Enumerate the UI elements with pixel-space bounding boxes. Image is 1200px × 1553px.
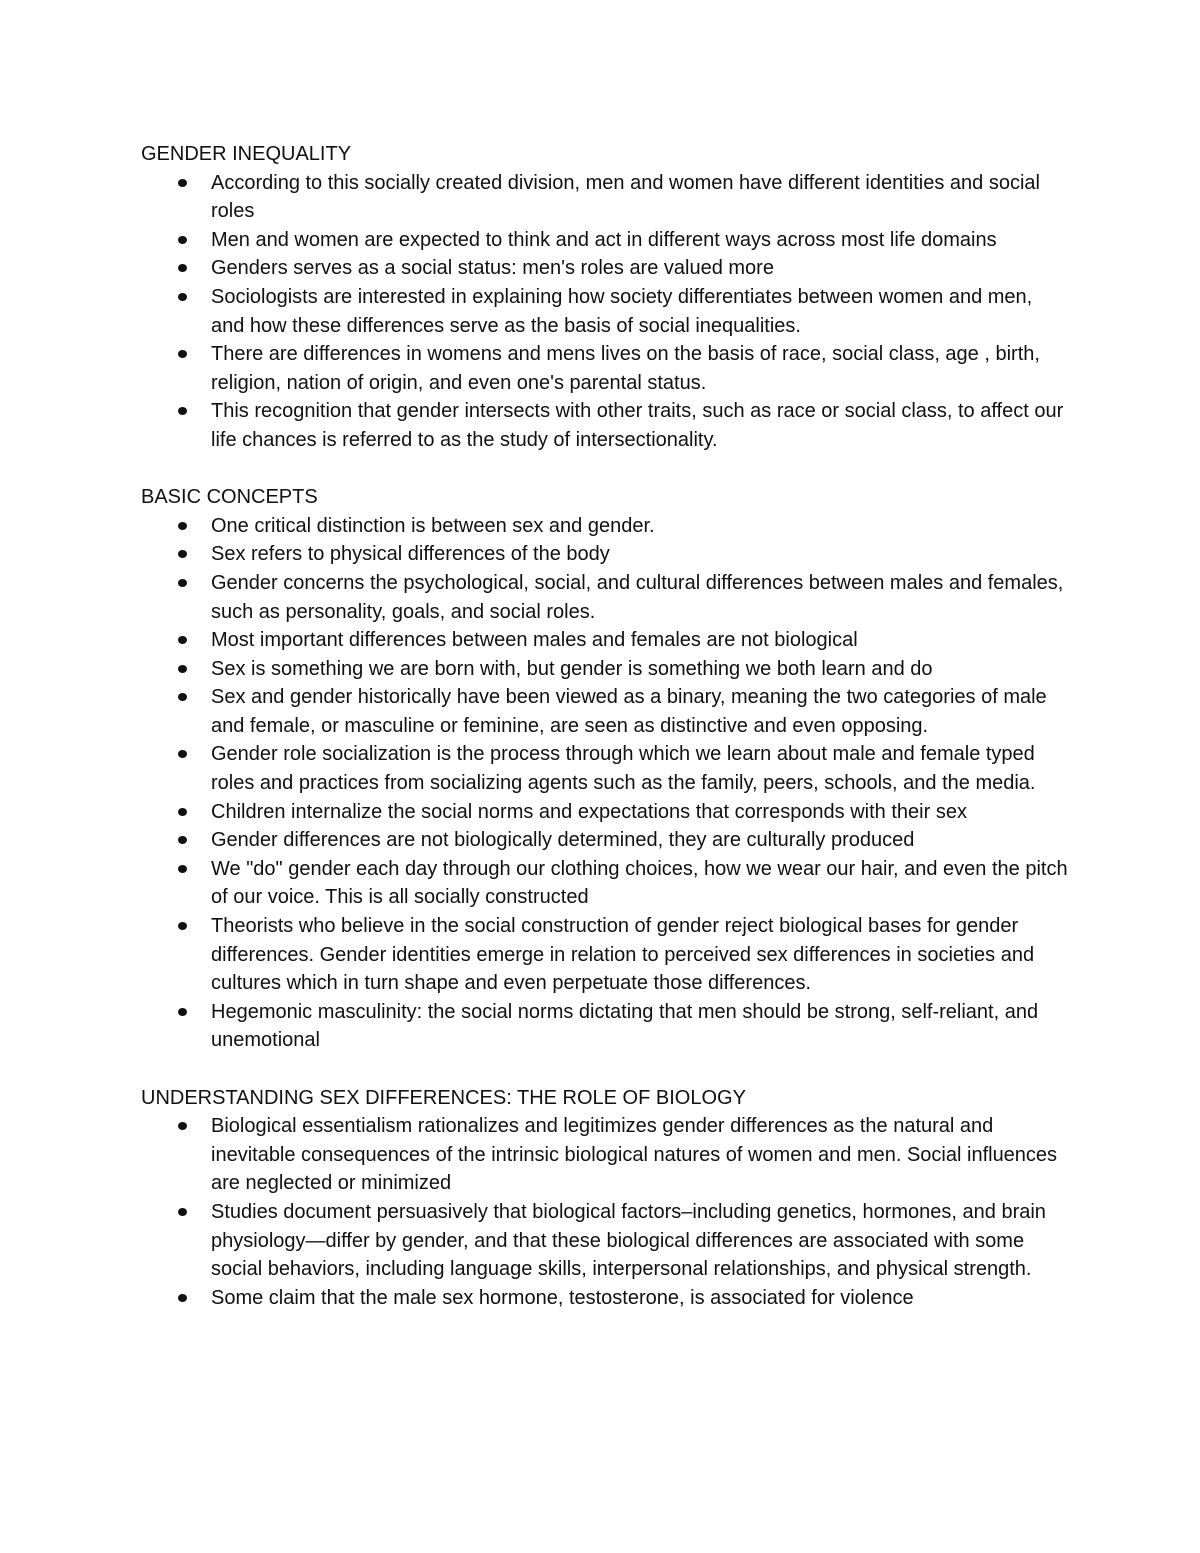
bullet-list — [141, 169, 1071, 455]
list-item-text: There are differences in womens and mens lives on the basis of race, social class, age , birth, religion, nation of origin, and even one's parental status. — [211, 343, 1040, 394]
bullet-icon — [178, 407, 187, 415]
section-heading: BASIC CONCEPTS — [141, 486, 318, 509]
section-heading: UNDERSTANDING SEX DIFFERENCES: THE ROLE OF BIOLOGY — [141, 1086, 746, 1109]
bullet-icon — [178, 179, 187, 187]
bullet-list — [141, 1112, 1071, 1312]
bullet-list — [141, 512, 1071, 1055]
list-item-text: One critical distinction is between sex and gender. — [211, 514, 655, 537]
bullet-icon — [178, 350, 187, 358]
list-item — [141, 826, 1071, 855]
list-item-text: Some claim that the male sex hormone, testosterone, is associated for violence — [211, 1286, 914, 1309]
list-item-text: Biological essentialism rationalizes and legitimizes gender differences as the natural and inevitable consequences of the intrinsic biological natures of women and men. Social influences are neglected or minimized — [211, 1115, 1058, 1195]
bullet-icon — [178, 579, 187, 587]
list-item-text: We "do" gender each day through our clothing choices, how we wear our hair, and even the pitch of our voice. This is all socially constructed — [211, 857, 1068, 909]
list-item — [141, 798, 1071, 827]
list-item-text: Sex is something we are born with, but gender is something we both learn and do — [211, 657, 933, 680]
list-item — [141, 655, 1071, 684]
section-heading: GENDER INEQUALITY — [141, 143, 352, 165]
list-item — [141, 540, 1071, 569]
bullet-icon — [178, 236, 187, 244]
list-item-text: Genders serves as a social status: men's roles are valued more — [211, 257, 774, 280]
list-item — [141, 226, 1071, 255]
list-item — [141, 283, 1071, 340]
list-item — [141, 855, 1071, 912]
list-item — [141, 626, 1071, 655]
bullet-icon — [178, 665, 187, 673]
bullet-icon — [178, 1294, 187, 1302]
section-gender-inequality — [141, 140, 1071, 455]
document-page — [141, 140, 1071, 1312]
section-basic-concepts — [141, 483, 1071, 1055]
bullet-icon — [178, 865, 187, 873]
list-item-text: Men and women are expected to think and act in different ways across most life domains — [211, 228, 997, 251]
bullet-icon — [178, 636, 187, 644]
list-item-text: Hegemonic masculinity: the social norms dictating that men should be strong, self-reliant, and unemotional — [211, 1000, 1039, 1052]
list-item-text: Sex and gender historically have been viewed as a binary, meaning the two categories of male and female, or masculine or feminine, are seen as distinctive and even opposing. — [211, 686, 1047, 737]
bullet-icon — [178, 293, 187, 301]
list-item-text: This recognition that gender intersects with other traits, such as race or social class, to affect our life chances is referred to as the study of intersectionality. — [211, 400, 1064, 451]
list-item — [141, 169, 1071, 226]
list-item — [141, 512, 1071, 541]
list-item — [141, 912, 1071, 998]
section-understanding-sex-differences — [141, 1084, 1071, 1313]
bullet-icon — [178, 750, 187, 758]
list-item — [141, 397, 1071, 454]
list-item-text: Gender differences are not biologically determined, they are culturally produced — [211, 829, 915, 852]
bullet-icon — [178, 1122, 187, 1130]
list-item-text: Children internalize the social norms and expectations that corresponds with their sex — [211, 800, 967, 823]
list-item — [141, 1284, 1071, 1313]
list-item — [141, 340, 1071, 397]
list-item-text: Sociologists are interested in explaining how society differentiates between women and men, and how these differences serve as the basis of social inequalities. — [211, 285, 1033, 337]
bullet-icon — [178, 922, 187, 930]
list-item — [141, 1112, 1071, 1198]
list-item-text: Gender concerns the psychological, social, and cultural differences between males and females, such as personality, goals, and social roles. — [211, 571, 1064, 623]
list-item-text: Theorists who believe in the social construction of gender reject biological bases for gender differences. Gender identities emerge in relation to perceived sex differences in societies and cultures which in turn shape and even perpetuate those differences. — [211, 915, 1035, 995]
bullet-icon — [178, 808, 187, 816]
list-item — [141, 569, 1071, 626]
bullet-icon — [178, 1208, 187, 1216]
list-item-text: Most important differences between males and females are not biological — [211, 629, 858, 652]
bullet-icon — [178, 522, 187, 530]
list-item — [141, 740, 1071, 797]
bullet-icon — [178, 693, 187, 701]
list-item-text: Sex refers to physical differences of the body — [211, 543, 610, 566]
list-item-text: Gender role socialization is the process through which we learn about male and female typed roles and practices from socializing agents such as the family, peers, schools, and the media. — [211, 743, 1036, 795]
bullet-icon — [178, 264, 187, 272]
list-item-text: According to this socially created division, men and women have different identities and social roles — [211, 171, 1040, 223]
bullet-icon — [178, 550, 187, 558]
list-item — [141, 1198, 1071, 1284]
list-item — [141, 254, 1071, 283]
list-item-text: Studies document persuasively that biological factors–including genetics, hormones, and brain physiology—differ by gender, and that these biological differences are associated with some social behaviors, including language skills, interpersonal relationships, and physical strength. — [211, 1200, 1046, 1281]
bullet-icon — [178, 1008, 187, 1016]
list-item — [141, 998, 1071, 1055]
list-item — [141, 683, 1071, 740]
bullet-icon — [178, 836, 187, 844]
